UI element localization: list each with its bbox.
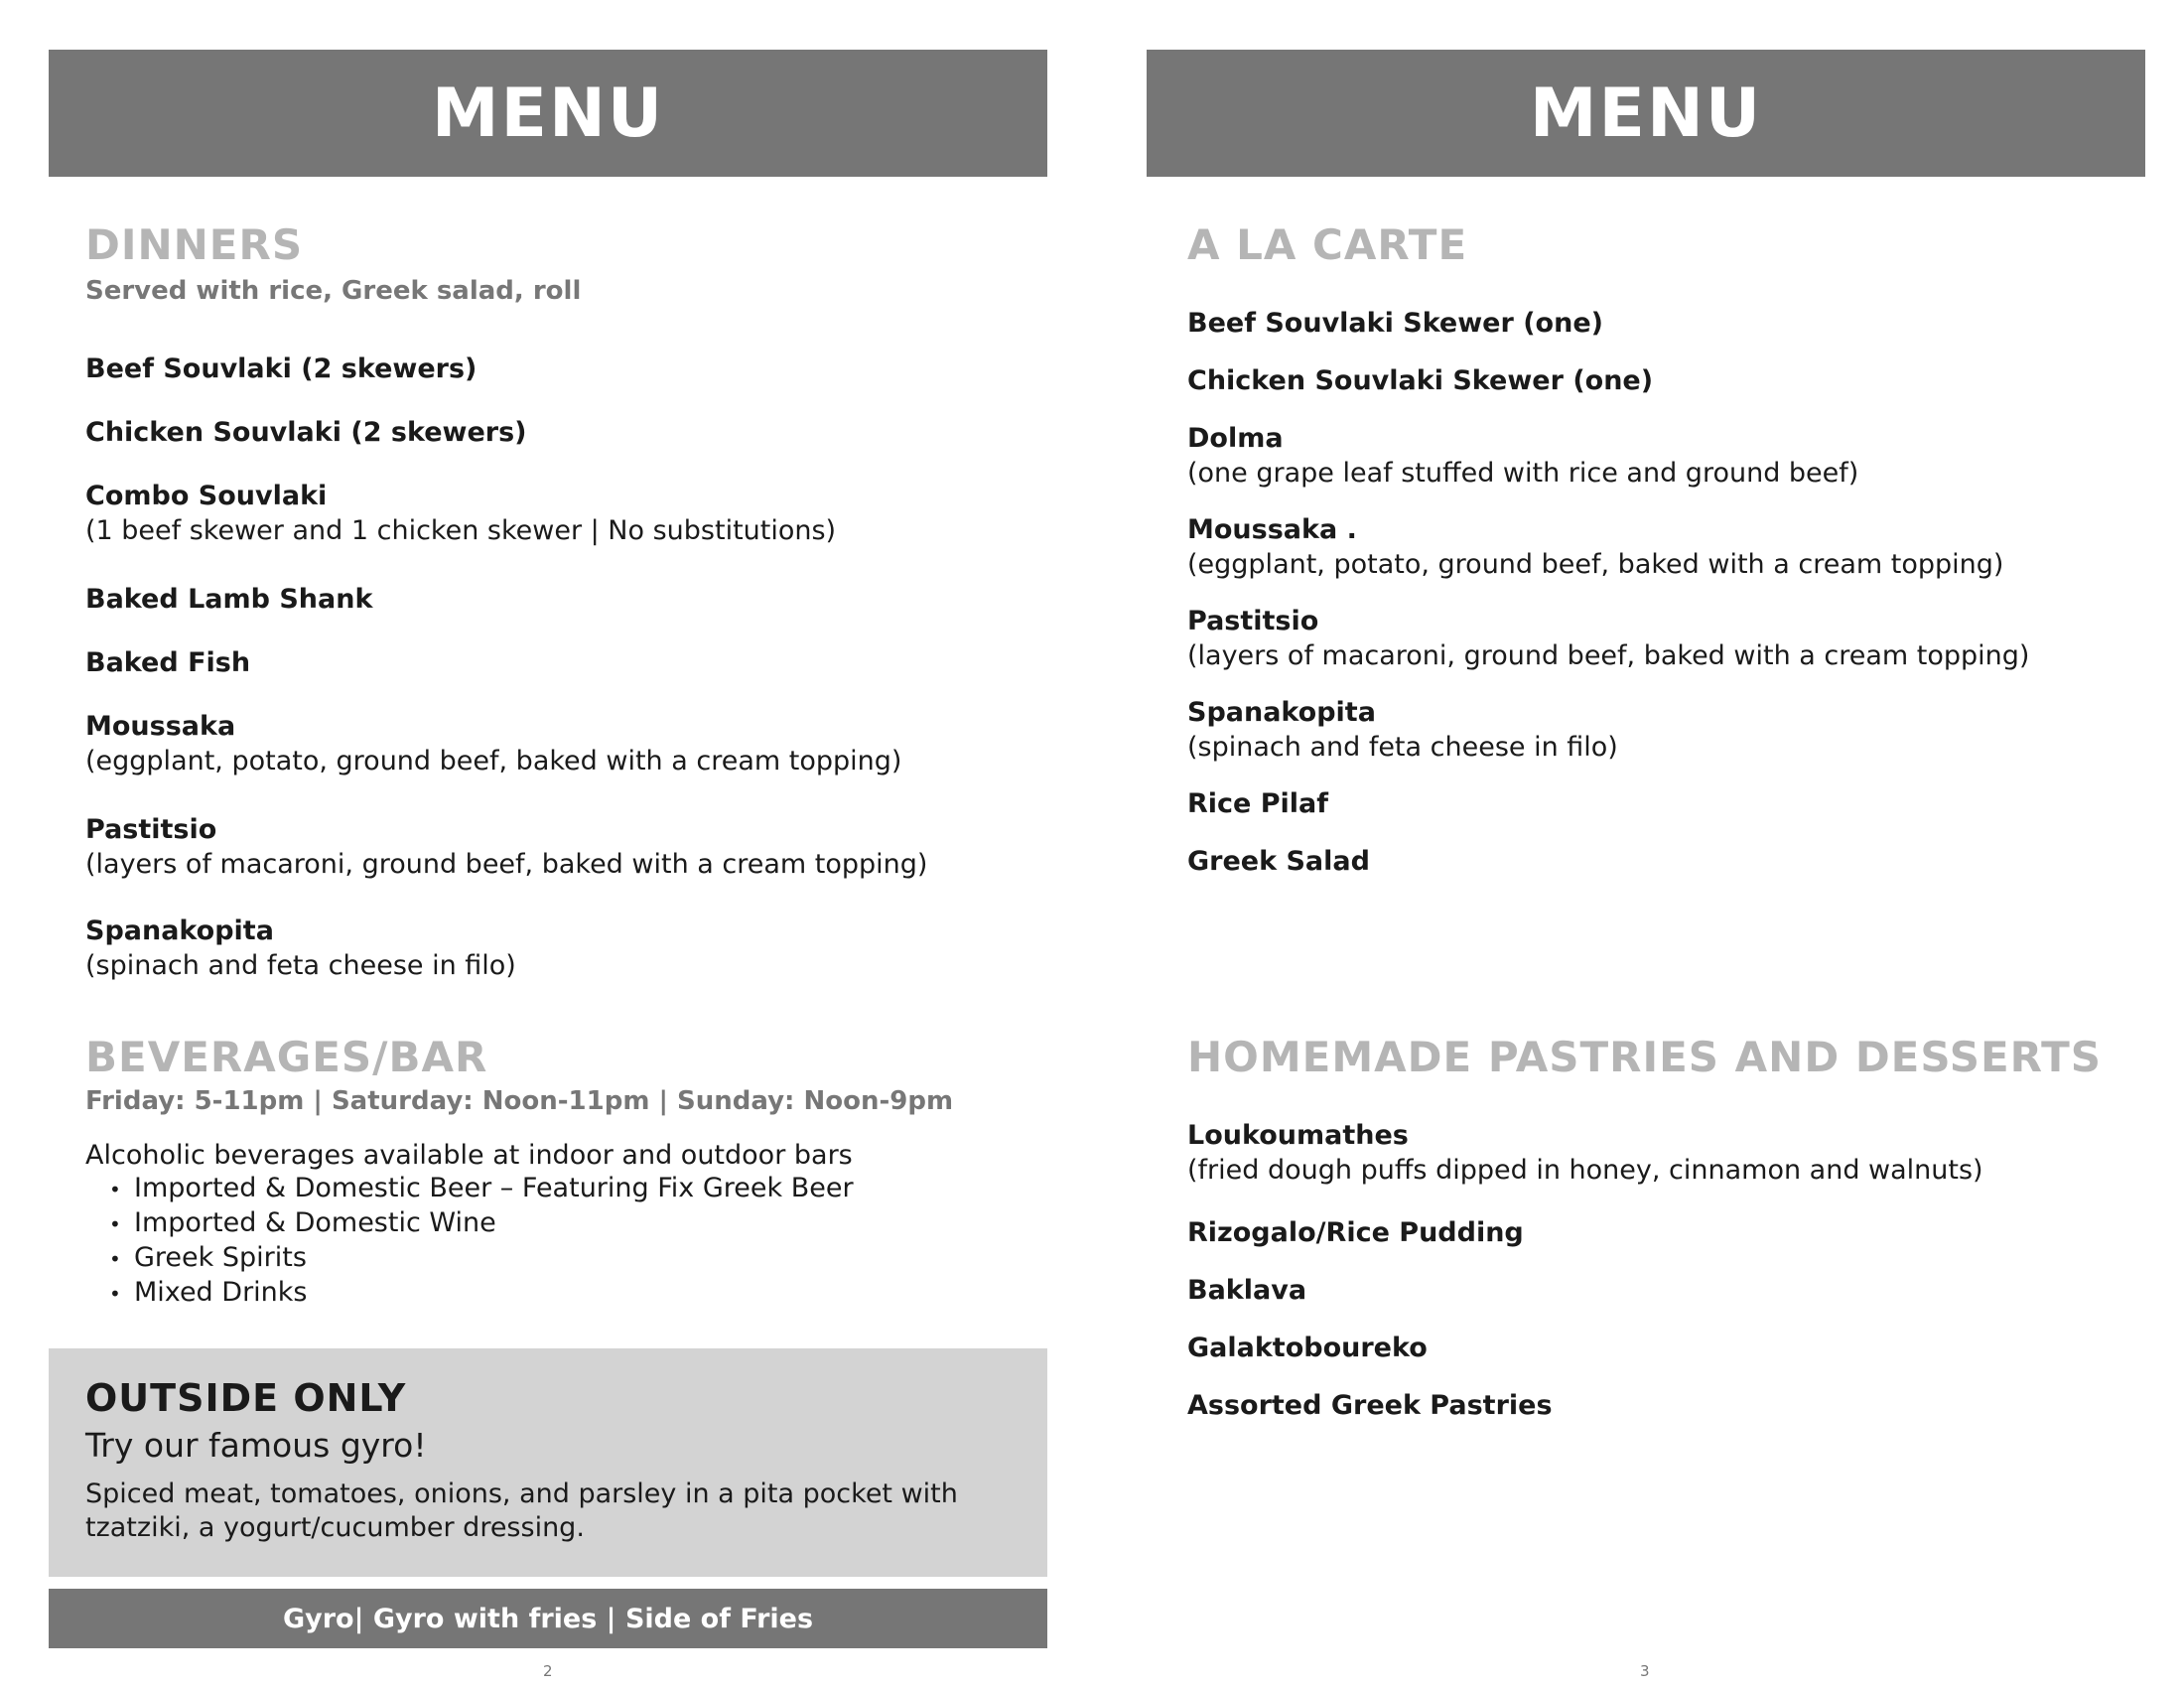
- menu-item: [85, 353, 477, 384]
- item-name: Pastitsio: [1187, 606, 1319, 636]
- item-name: Galaktoboureko: [1187, 1333, 1428, 1363]
- outside-title: OUTSIDE ONLY: [85, 1376, 407, 1420]
- menu-item: [1187, 1333, 1428, 1363]
- menu-item: [1187, 308, 1603, 339]
- item-name: Baked Lamb Shank: [85, 584, 373, 615]
- item-description: (layers of macaroni, ground beef, baked with a cream topping): [1187, 640, 2030, 671]
- item-name: Baked Fish: [85, 647, 251, 678]
- item-name: Beef Souvlaki (2 skewers): [85, 353, 478, 384]
- bullet-icon: •: [109, 1178, 121, 1201]
- item-name: Rizogalo/Rice Pudding: [1187, 1217, 1524, 1248]
- menu-item: [1187, 1120, 1983, 1186]
- item-name: Beef Souvlaki Skewer (one): [1187, 308, 1603, 339]
- section-title-desserts: HOMEMADE PASTRIES AND DESSERTS: [1187, 1033, 2103, 1081]
- menu-banner: [49, 50, 1047, 177]
- menu-item: [85, 417, 527, 448]
- item-name: Moussaka: [85, 711, 236, 742]
- menu-item: [85, 584, 372, 615]
- item-description: (one grape leaf stuffed with rice and ground beef): [1187, 458, 1859, 489]
- menu-item: [1187, 788, 1328, 819]
- gyro-description: Spiced meat, tomatoes, onions, and parsley in a pita pocket with tzatziki, a yogurt/cucumber dressing.: [85, 1478, 958, 1543]
- item-name: Combo Souvlaki: [85, 481, 328, 511]
- item-description: (eggplant, potato, ground beef, baked with a cream topping): [85, 746, 902, 776]
- item-name: Chicken Souvlaki (2 skewers): [85, 417, 527, 448]
- menu-item: [85, 711, 901, 776]
- gyro-options: Gyro| Gyro with fries | Side of Fries: [282, 1603, 814, 1634]
- beverage-list: [109, 1172, 854, 1311]
- section-title-a-la-carte: A LA CARTE: [1187, 220, 1468, 269]
- menu-item: [1187, 423, 1858, 489]
- page-number: 2: [543, 1662, 553, 1680]
- beverages-intro: Alcoholic beverages available at indoor and outdoor bars: [85, 1140, 853, 1171]
- section-title-beverages: BEVERAGES/BAR: [85, 1033, 488, 1081]
- item-name: Spanakopita: [1187, 697, 1376, 728]
- menu-item: [1187, 1390, 1553, 1421]
- menu-item: [1187, 1217, 1524, 1248]
- menu-item: [1187, 1275, 1306, 1306]
- item-name: Spanakopita: [85, 915, 274, 946]
- bullet-text: Mixed Drinks: [134, 1277, 308, 1308]
- dinners-subtitle: Served with rice, Greek salad, roll: [85, 276, 582, 306]
- item-name: Dolma: [1187, 423, 1284, 454]
- bullet-icon: •: [109, 1212, 121, 1236]
- list-item: [109, 1206, 854, 1241]
- list-item: [109, 1241, 854, 1276]
- item-description: (layers of macaroni, ground beef, baked with a cream topping): [85, 849, 928, 880]
- list-item: [109, 1276, 854, 1311]
- item-name: Assorted Greek Pastries: [1187, 1390, 1553, 1421]
- menu-item: [85, 915, 516, 981]
- bullet-icon: •: [109, 1247, 121, 1271]
- bullet-text: Greek Spirits: [134, 1242, 307, 1273]
- bullet-text: Imported & Domestic Beer – Featuring Fix Greek Beer: [134, 1173, 854, 1203]
- bullet-icon: •: [109, 1282, 121, 1306]
- item-name: Baklava: [1187, 1275, 1307, 1306]
- page-number: 3: [1640, 1662, 1650, 1680]
- item-name: Greek Salad: [1187, 846, 1370, 877]
- menu-item: [1187, 697, 1618, 763]
- outside-only-box: [49, 1348, 1047, 1577]
- gyro-options-bar: [49, 1589, 1047, 1648]
- list-item: [109, 1172, 854, 1206]
- menu-item: [85, 647, 250, 678]
- item-description: (1 beef skewer and 1 chicken skewer | No substitutions): [85, 515, 837, 546]
- menu-item: [85, 481, 836, 546]
- item-name: Chicken Souvlaki Skewer (one): [1187, 365, 1654, 396]
- menu-item: [85, 814, 927, 880]
- bullet-text: Imported & Domestic Wine: [134, 1207, 496, 1238]
- menu-item: [1187, 514, 2003, 580]
- right-page: [1092, 0, 2184, 1688]
- item-description: (fried dough puffs dipped in honey, cinnamon and walnuts): [1187, 1155, 1983, 1186]
- outside-subtitle: Try our famous gyro!: [85, 1426, 427, 1465]
- menu-banner: [1147, 50, 2145, 177]
- banner-title: MENU: [1529, 73, 1763, 153]
- banner-title: MENU: [431, 73, 665, 153]
- item-name: Rice Pilaf: [1187, 788, 1329, 819]
- item-name: Moussaka .: [1187, 514, 1357, 545]
- item-name: Loukoumathes: [1187, 1120, 1409, 1151]
- item-description: (spinach and feta cheese in filo): [85, 950, 516, 981]
- item-description: (spinach and feta cheese in filo): [1187, 732, 1618, 763]
- menu-item: [1187, 606, 2029, 671]
- item-description: (eggplant, potato, ground beef, baked with a cream topping): [1187, 549, 2004, 580]
- section-title-dinners: DINNERS: [85, 220, 304, 269]
- menu-item: [1187, 365, 1653, 396]
- bar-hours: Friday: 5-11pm | Saturday: Noon-11pm | Sunday: Noon-9pm: [85, 1086, 954, 1116]
- menu-item: [1187, 846, 1370, 877]
- item-name: Pastitsio: [85, 814, 217, 845]
